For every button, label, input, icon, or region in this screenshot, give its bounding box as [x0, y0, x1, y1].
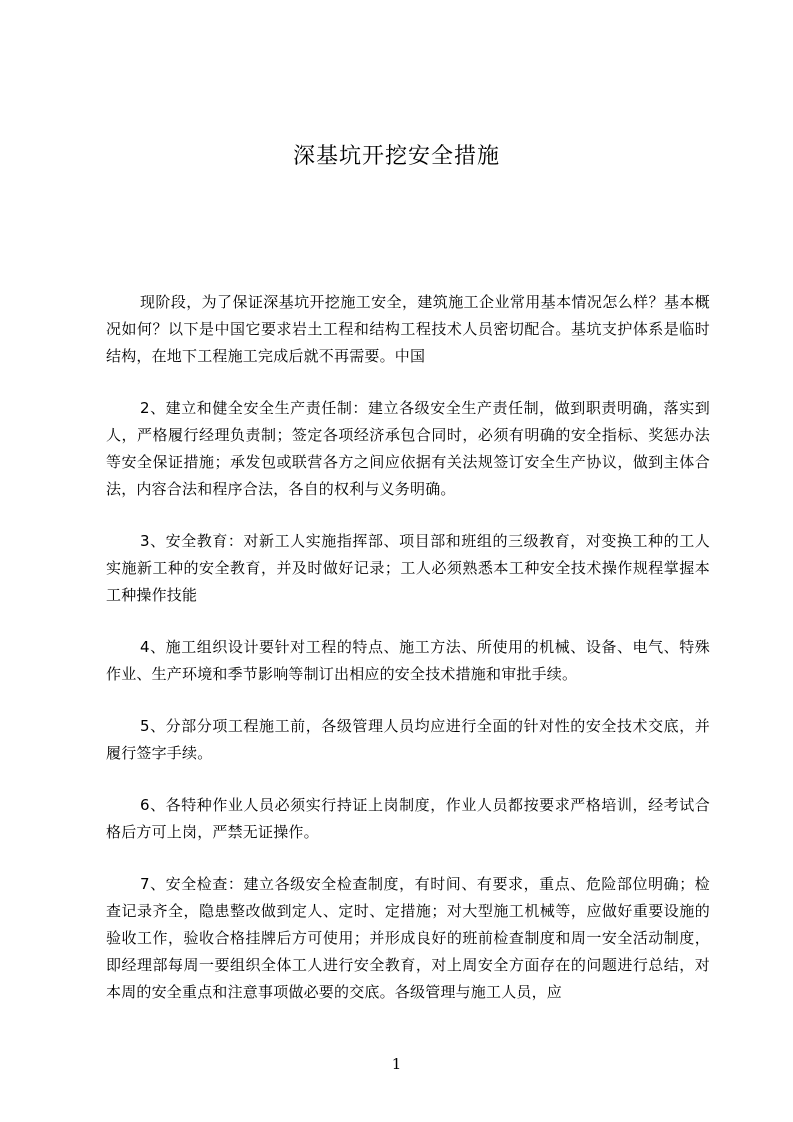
paragraph-safety-education: 3、安全教育：对新工人实施指挥部、项目部和班组的三级教育，对变换工种的工人实施新工种的安全教育，并及时做好记录；工人必须熟悉本工种安全技术操作规程掌握本工种操作技能: [106, 532, 710, 604]
paragraph-construction-design: 4、施工组织设计要针对工程的特点、施工方法、所使用的机械、设备、电气、特殊作业、生产环境和季节影响等制订出相应的安全技术措施和审批手续。: [106, 638, 710, 683]
document-title: 深基坑开挖安全措施: [292, 144, 500, 169]
paragraph-safety-inspection: 7、安全检查：建立各级安全检查制度，有时间、有要求，重点、危险部位明确；检查记录齐全，隐患整改做到定人、定时、定措施；对大型施工机械等，应做好重要设施的验收工作，验收合格挂牌后方可使用；并形成良好的班前检查制度和周一安全活动制度，即经理部每周一要组织全体工人进行安全教育，对上周安全方面存在的问题进行总结，对本周的安全重点和注意事项做必要的交底。各级管理与施工人员，应: [106, 875, 710, 1001]
page-number: 1: [391, 1055, 402, 1073]
paragraph-technical-briefing: 5、分部分项工程施工前，各级管理人员均应进行全面的针对性的安全技术交底，并履行签字手续。: [106, 717, 710, 762]
paragraph-responsibility-system: 2、建立和健全安全生产责任制：建立各级安全生产责任制，做到职责明确，落实到人，严格履行经理负责制；签定各项经济承包合同时，必须有明确的安全指标、奖惩办法等安全保证措施；承发包或联营各方之间应依据有关法规签订安全生产协议，做到主体合法，内容合法和程序合法，各自的权利与义务明确。: [106, 399, 710, 498]
document-body: [106, 289, 710, 1031]
paragraph-special-operators: 6、各特种作业人员必须实行持证上岗制度，作业人员都按要求严格培训，经考试合格后方可上岗，严禁无证操作。: [106, 796, 710, 841]
paragraph-intro: 现阶段，为了保证深基坑开挖施工安全，建筑施工企业常用基本情况怎么样？基本概况如何？以下是中国它要求岩土工程和结构工程技术人员密切配合。基坑支护体系是临时结构，在地下工程施工完成后就不再需要。中国: [106, 293, 710, 365]
